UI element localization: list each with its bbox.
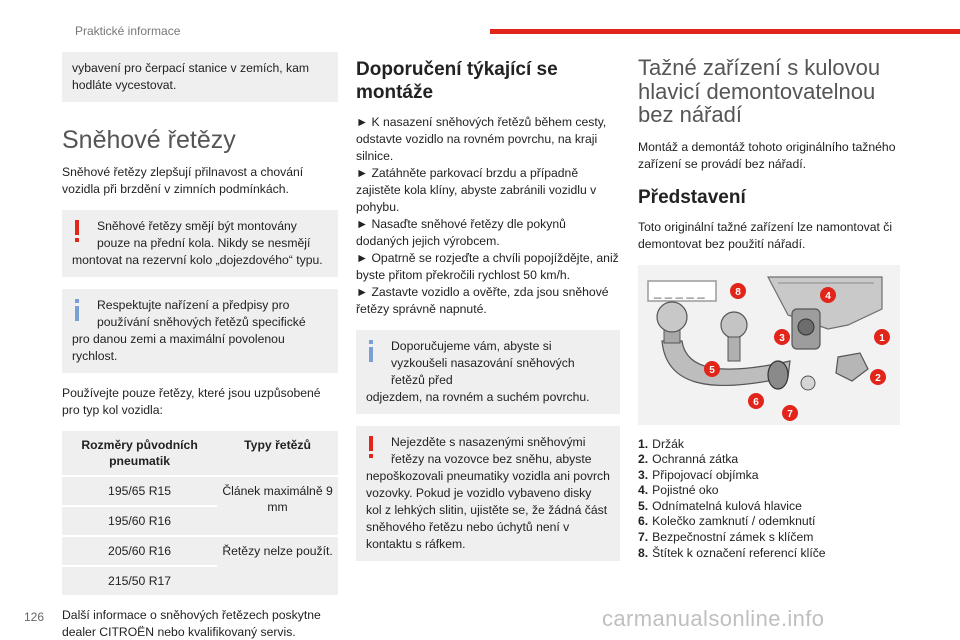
- callout-label: 8: [735, 286, 741, 298]
- list-item: 8. Štítek k označení referencí klíče: [638, 545, 826, 560]
- mounting-recommendations-heading: Doporučení týkající se montáže: [356, 59, 558, 103]
- info-icon: [366, 340, 376, 364]
- warning-box-front-wheels: [62, 210, 338, 277]
- bracket-shape: [768, 277, 882, 329]
- info-text-first: Doporučujeme vám, abyste si vyzkoušeli nasazování sněhových řetězů před: [391, 339, 575, 387]
- table-cell-tyre: 195/65 R15: [62, 476, 217, 506]
- protective-cap: [836, 353, 868, 381]
- snow-chain-table: [62, 431, 338, 595]
- list-item: 2. Ochranná zátka: [638, 452, 739, 467]
- table-cell-chain-max-9mm: Článek maximálně 9 mm: [217, 476, 338, 536]
- info-box-practice: [356, 330, 620, 414]
- warning-text-first: Nejezděte s nasazenými sněhovými řetězy na vozovce bez sněhu, abyste: [391, 435, 592, 466]
- callout-label: 3: [779, 332, 785, 344]
- table-cell-tyre: 205/60 R16: [62, 536, 217, 566]
- column-left: [62, 52, 338, 640]
- warning-text-rest: nepoškozovali pneumatiky vozidla ani povrch vozovky. Pokud je vozidlo vybaveno disky kol z lehkých slitin, ujistěte se, že žádná část sněhového řetězu nebo úchytů není v kontaktu s ráfkem.: [366, 469, 610, 551]
- list-item: 4. Pojistné oko: [638, 483, 719, 498]
- ball-alt-neck: [728, 337, 740, 361]
- table-cell-chain-not-allowed: Řetězy nelze použít.: [217, 536, 338, 595]
- list-item: ► Zastavte vozidlo a ověřte, zda jsou sněhové řetězy správně napnuté.: [356, 285, 609, 316]
- snow-chains-intro: Sněhové řetězy zlepšují přilnavost a chování vozidla při brzdění v zimních podmínkách.: [62, 165, 304, 196]
- list-item: 1. Držák: [638, 436, 684, 451]
- list-item: 3. Připojovací objímka: [638, 467, 759, 482]
- warning-text-rest: montovat na rezervní kolo „dojezdového“ typu.: [72, 253, 323, 267]
- table-header-tyre-size: Rozměry původních pneumatik: [62, 431, 217, 476]
- socket-hole: [798, 319, 814, 335]
- dealer-info-text: Další informace o sněhových řetězech poskytne dealer CITROËN nebo kvalifikovaný servis.: [62, 608, 321, 639]
- callout-label: 1: [879, 332, 885, 344]
- column-right: [638, 52, 900, 561]
- mounting-steps-list: [356, 114, 620, 318]
- lock-wheel: [768, 361, 788, 389]
- warning-icon: [72, 220, 82, 244]
- warning-box-no-snow: [356, 426, 620, 561]
- info-text-rest: pro danou zemi a maximální povolenou rychlost.: [72, 332, 285, 363]
- list-item: ► Zatáhněte parkovací brzdu a případně zajistěte kola klíny, abyste zabránili vozidlu v pohybu.: [356, 166, 597, 214]
- watermark-text: carmanualsonline.info: [602, 606, 825, 631]
- use-only-text: Používejte pouze řetězy, které jsou uzpůsobené pro typ kol vozidla:: [62, 386, 321, 417]
- ball-head: [657, 302, 687, 332]
- towbar-heading: Tažné zařízení s kulovou hlavicí demontovatelnou bez nářadí: [638, 55, 881, 127]
- list-item: 6. Kolečko zamknutí / odemknutí: [638, 514, 816, 529]
- info-text-rest: odjezdem, na rovném a suchém povrchu.: [366, 390, 590, 404]
- info-box-regulations: [62, 289, 338, 373]
- towbar-illustration: [638, 265, 900, 425]
- list-item: 7. Bezpečnostní zámek s klíčem: [638, 530, 814, 545]
- list-item: 5. Odnímatelná kulová hlavice: [638, 498, 802, 513]
- towbar-diagram: [638, 265, 900, 425]
- list-item: ► K nasazení sněhových řetězů během cesty, odstavte vozidlo na rovném povrchu, na kraji silnice.: [356, 115, 607, 163]
- info-icon: [72, 299, 82, 323]
- key-lock: [801, 376, 815, 390]
- ball-alt-head: [721, 312, 747, 338]
- table-cell-tyre: 215/50 R17: [62, 566, 217, 595]
- table-header-chain-type: Typy řetězů: [217, 431, 338, 476]
- list-item: ► Nasaďte sněhové řetězy dle pokynů dodaných jejich výrobcem.: [356, 217, 566, 248]
- callout-label: 4: [825, 290, 831, 302]
- snow-chains-heading: Sněhové řetězy: [62, 126, 236, 154]
- presentation-heading: Představení: [638, 186, 746, 208]
- page-number: 126: [24, 610, 45, 624]
- running-header: Praktické informace: [75, 24, 181, 38]
- column-middle: [356, 52, 620, 573]
- table-cell-tyre: 195/60 R16: [62, 506, 217, 536]
- warning-text-first: Sněhové řetězy smějí být montovány pouze na přední kola. Nikdy se nesmějí: [97, 219, 311, 250]
- header-accent-bar: [490, 29, 960, 34]
- info-text-first: Respektujte nařízení a předpisy pro používání sněhových řetězů specifické: [97, 298, 306, 329]
- presentation-intro: Toto originální tažné zařízení lze namontovat či demontovat bez použití nářadí.: [638, 219, 893, 251]
- towbar-intro: Montáž a demontáž tohoto originálního tažného zařízení se provádí bez nářadí.: [638, 139, 896, 171]
- warning-icon: [366, 436, 376, 460]
- callout-label: 2: [875, 372, 881, 384]
- continued-note-box: vybavení pro čerpací stanice v zemích, kam hodláte vycestovat.: [62, 52, 338, 102]
- callout-label: 7: [787, 408, 793, 420]
- callout-label: 6: [753, 396, 759, 408]
- callout-label: 5: [709, 364, 715, 376]
- list-item: ► Opatrně se rozjeďte a chvíli popojíždějte, aniž byste přitom překročili rychlost 50 km/h.: [356, 251, 619, 282]
- key-label-dashes: _ _ _ _ _: [654, 283, 705, 299]
- towbar-parts-list: [638, 437, 900, 562]
